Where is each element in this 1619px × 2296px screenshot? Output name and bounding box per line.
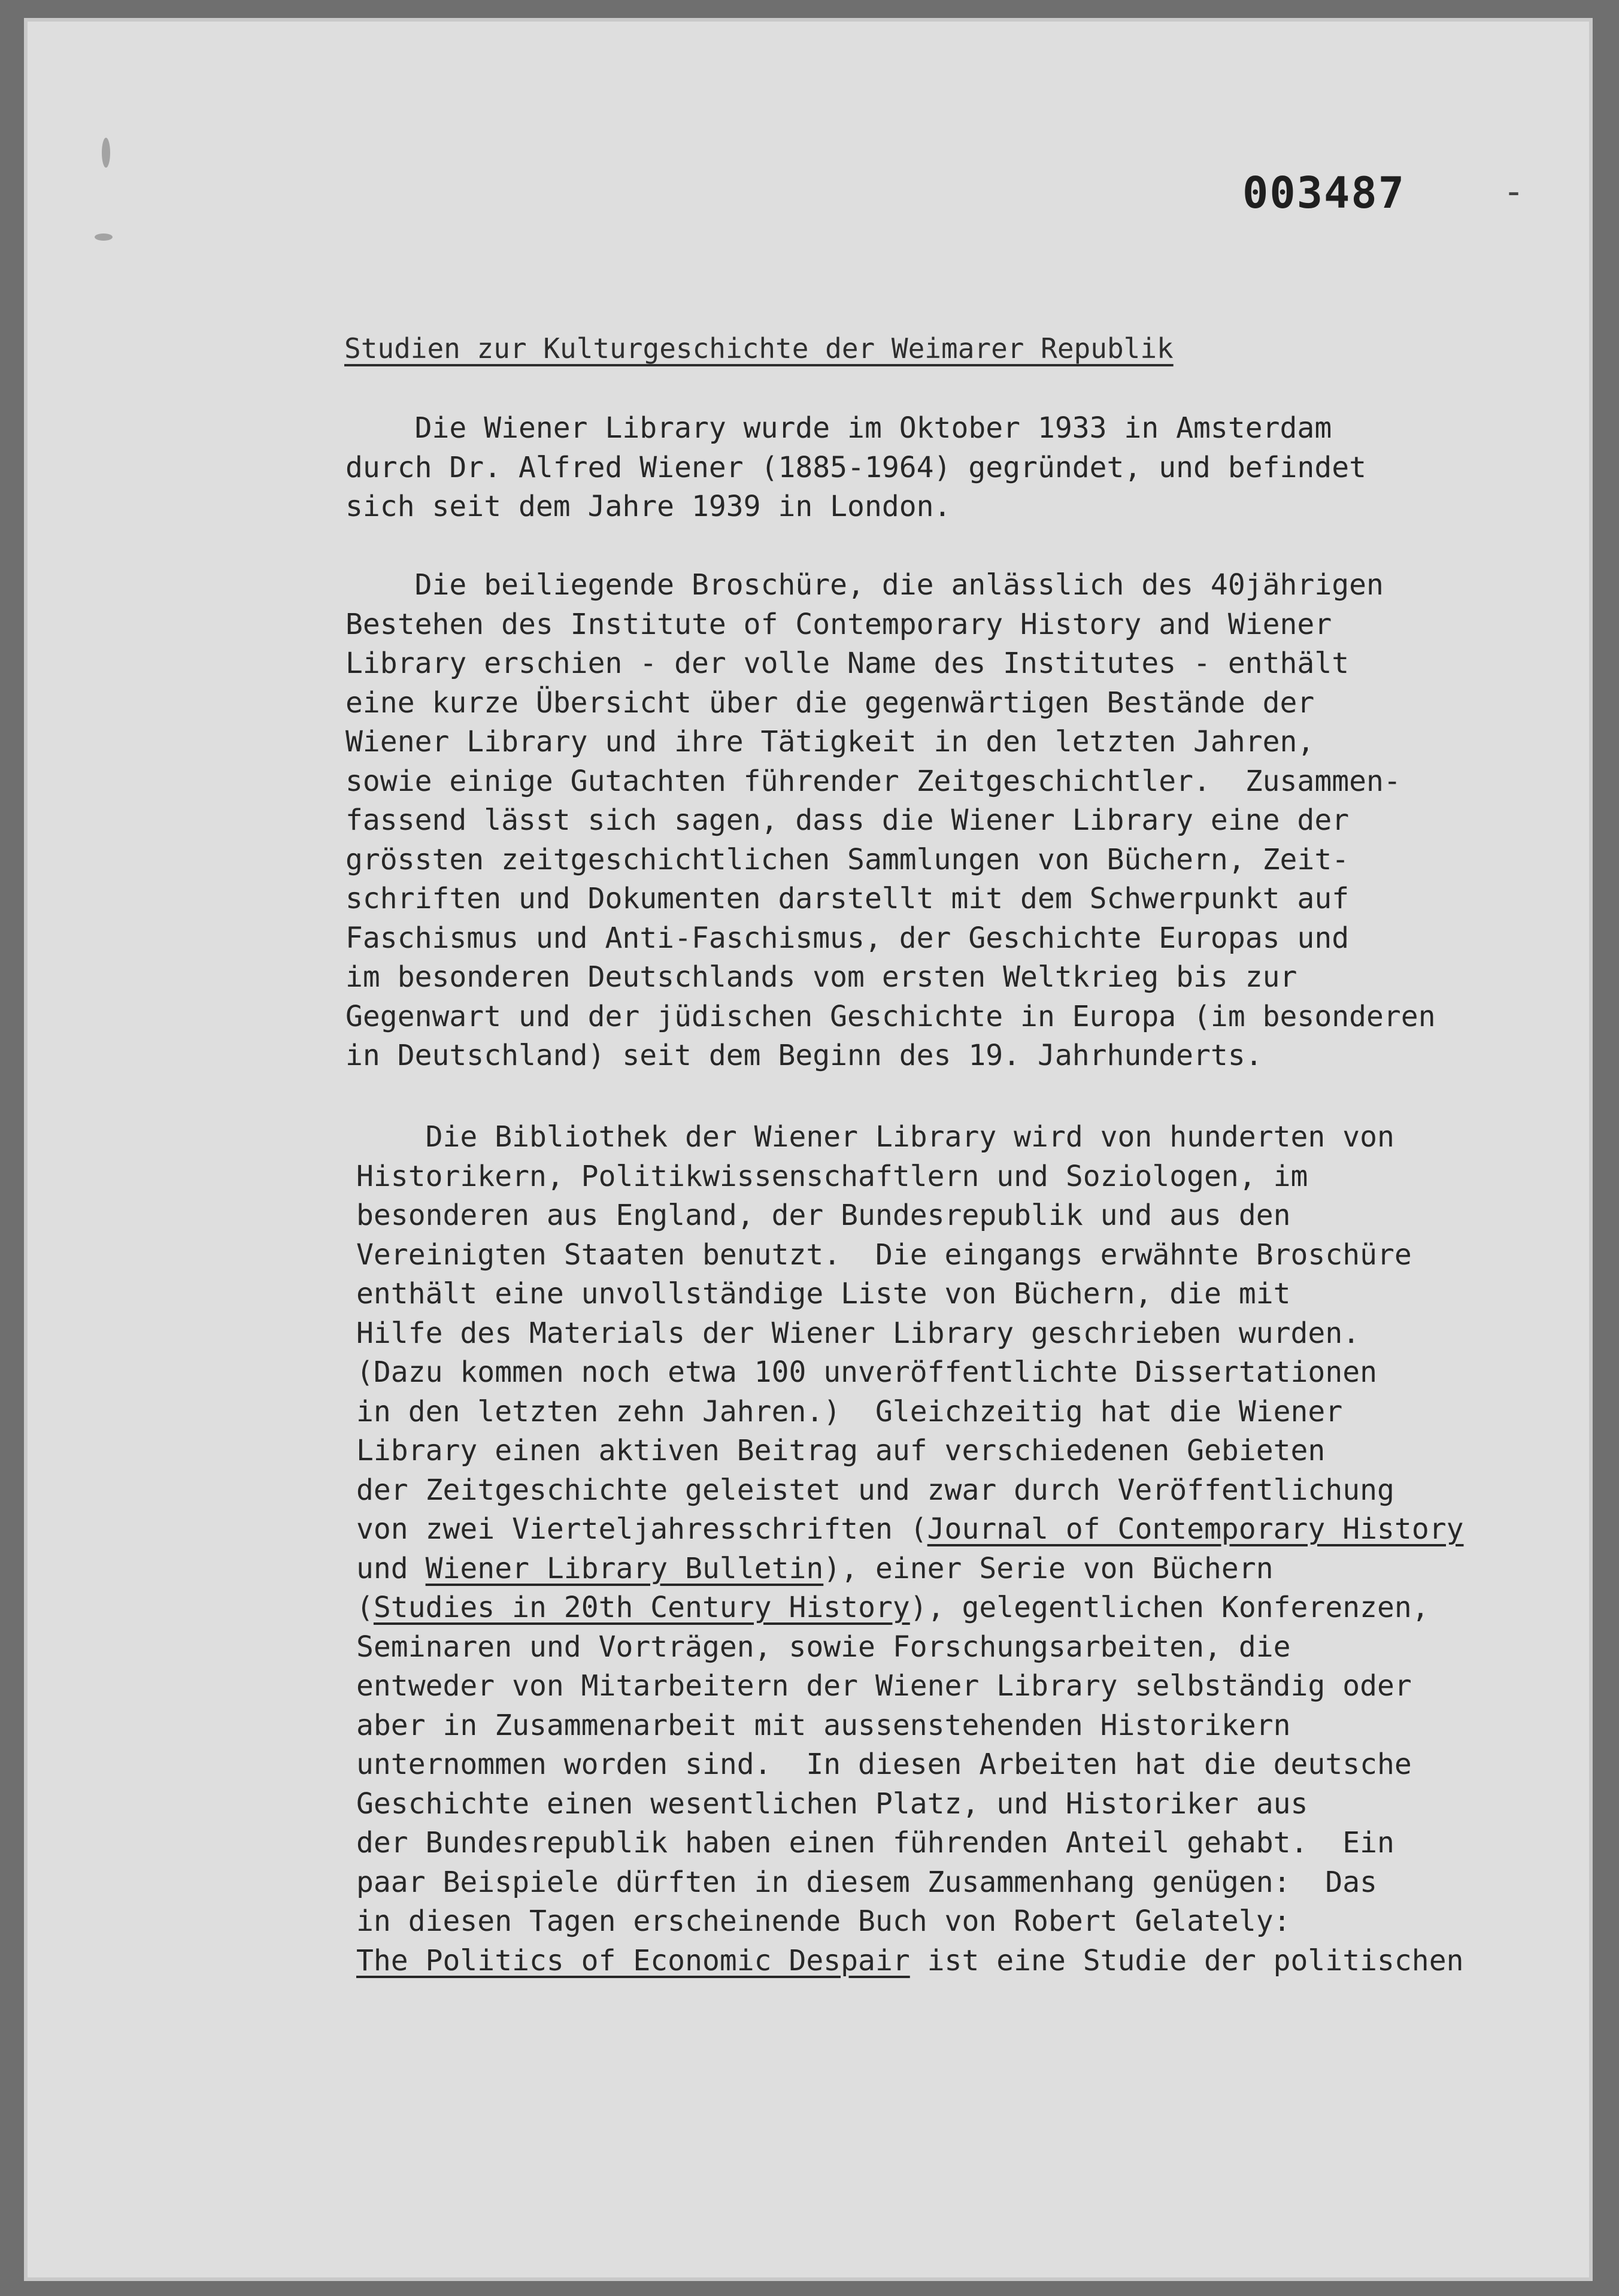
- paragraph-line: Gegenwart und der jüdischen Geschichte in Europa (im besonderen: [345, 999, 1436, 1033]
- journal-title-underlined: Journal of Contemporary History: [927, 1512, 1464, 1546]
- paragraph-line: Bestehen des Institute of Contemporary History and Wiener: [345, 607, 1332, 641]
- paragraph-line: Hilfe des Materials der Wiener Library geschrieben wurden.: [356, 1316, 1360, 1350]
- paragraph-line: im besonderen Deutschlands vom ersten Weltkrieg bis zur: [345, 960, 1297, 994]
- document-page: [24, 18, 1593, 2281]
- paragraph-line-fragment: ), gelegentlichen Konferenzen,: [909, 1591, 1429, 1624]
- paragraph-line: der Zeitgeschichte geleistet und zwar durch Veröffentlichung: [356, 1473, 1394, 1507]
- bulletin-title-underlined: Wiener Library Bulletin: [425, 1551, 824, 1585]
- paragraph-line: Die Wiener Library wurde im Oktober 1933 in Amsterdam: [345, 411, 1332, 445]
- paragraph-line: in Deutschland) seit dem Beginn des 19. Jahrhunderts.: [345, 1039, 1263, 1072]
- paragraph-3: [356, 1118, 1464, 1980]
- paragraph-line: enthält eine unvollständige Liste von Büchern, die mit: [356, 1277, 1291, 1311]
- paragraph-line: in diesen Tagen erscheinende Buch von Robert Gelately:: [356, 1904, 1291, 1938]
- paragraph-line: Die beiliegende Broschüre, die anlässlich des 40jährigen: [345, 568, 1384, 602]
- paragraph-line: (Dazu kommen noch etwa 100 unveröffentlichte Dissertationen: [356, 1355, 1378, 1389]
- document-number: 003487: [1242, 168, 1406, 218]
- paragraph-line: Faschismus und Anti-Faschismus, der Geschichte Europas und: [345, 921, 1350, 955]
- paragraph-line: fassend lässt sich sagen, dass die Wiener Library eine der: [345, 803, 1350, 837]
- paragraph-line: grössten zeitgeschichtlichen Sammlungen von Büchern, Zeit-: [345, 842, 1350, 876]
- paragraph-line-fragment: von zwei Vierteljahresschriften (: [356, 1512, 927, 1546]
- paragraph-line: Historikern, Politikwissenschaftlern und Soziologen, im: [356, 1159, 1308, 1193]
- book-title-underlined: The Politics of Economic Despair: [356, 1943, 910, 1977]
- scan-smudge: [102, 138, 110, 168]
- paragraph-line: Seminaren und Vorträgen, sowie Forschungsarbeiten, die: [356, 1630, 1291, 1664]
- paragraph-line: Die Bibliothek der Wiener Library wird von hunderten von: [356, 1120, 1394, 1154]
- paragraph-line-fragment: ), einer Serie von Büchern: [823, 1551, 1274, 1585]
- paragraph-line: Library erschien - der volle Name des Institutes - enthält: [345, 647, 1350, 680]
- paragraph-line: der Bundesrepublik haben einen führenden Anteil gehabt. Ein: [356, 1826, 1394, 1860]
- document-number-dash: -: [1503, 171, 1525, 213]
- paragraph-line: Vereinigten Staaten benutzt. Die eingangs erwähnte Broschüre: [356, 1238, 1412, 1272]
- paragraph-line: Library einen aktiven Beitrag auf verschiedenen Gebieten: [356, 1434, 1326, 1467]
- paragraph-line-fragment: (: [356, 1591, 374, 1624]
- paragraph-1: [345, 409, 1366, 527]
- paragraph-line-fragment: ist eine Studie der politischen: [909, 1943, 1464, 1977]
- paragraph-line: unternommen worden sind. In diesen Arbeiten hat die deutsche: [356, 1748, 1412, 1781]
- paragraph-2: [345, 566, 1436, 1076]
- paragraph-line: besonderen aus England, der Bundesrepublik und aus den: [356, 1199, 1291, 1232]
- paragraph-line-fragment: und: [356, 1551, 426, 1585]
- paragraph-line: Wiener Library und ihre Tätigkeit in den letzten Jahren,: [345, 725, 1315, 759]
- paragraph-line: durch Dr. Alfred Wiener (1885-1964) gegründet, und befindet: [345, 450, 1367, 484]
- paragraph-line: in den letzten zehn Jahren.) Gleichzeitig hat die Wiener: [356, 1394, 1343, 1428]
- scan-smudge: [95, 233, 113, 241]
- paragraph-line: schriften und Dokumenten darstellt mit dem Schwerpunkt auf: [345, 882, 1350, 915]
- series-title-underlined: Studies in 20th Century History: [373, 1591, 910, 1624]
- paragraph-line: eine kurze Übersicht über die gegenwärtigen Bestände der: [345, 686, 1315, 720]
- paragraph-line: sowie einige Gutachten führender Zeitgeschichtler. Zusammen-: [345, 764, 1401, 798]
- paragraph-line: sich seit dem Jahre 1939 in London.: [345, 490, 951, 523]
- paragraph-line: entweder von Mitarbeitern der Wiener Library selbständig oder: [356, 1669, 1412, 1703]
- paragraph-line: paar Beispiele dürften in diesem Zusammenhang genügen: Das: [356, 1865, 1378, 1899]
- document-title: Studien zur Kulturgeschichte der Weimarer Republik: [344, 332, 1174, 365]
- paragraph-line: aber in Zusammenarbeit mit aussenstehenden Historikern: [356, 1708, 1291, 1742]
- paragraph-line: Geschichte einen wesentlichen Platz, und Historiker aus: [356, 1787, 1308, 1821]
